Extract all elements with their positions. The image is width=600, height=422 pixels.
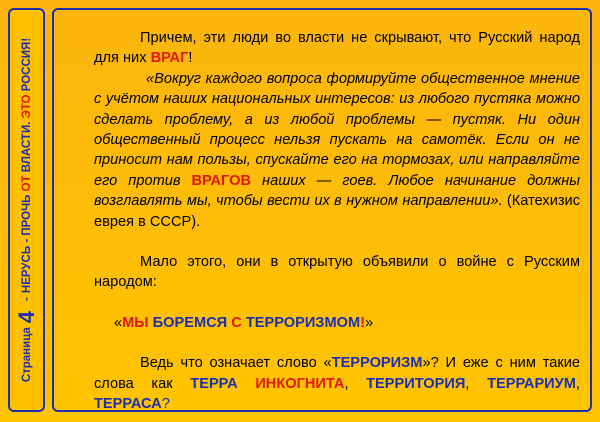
sidebar-panel — [8, 8, 45, 412]
slogan-open: « — [114, 314, 123, 331]
main-panel — [52, 8, 592, 412]
slogan-w3: С — [231, 314, 242, 331]
page-label: Страница — [20, 327, 33, 383]
paragraph-1 — [94, 28, 580, 69]
quote-part2: наших — гоев. Любое начинание должны возглавлять мы, чтобы вести их в нужном направлении». — [94, 172, 581, 210]
comma-3: , — [575, 375, 580, 392]
slogan-part1: НЕРУСЬ - ПРОЧЬ — [20, 194, 33, 294]
sidebar-vertical-text — [12, 12, 42, 408]
slogan-red2: ЭТО — [20, 94, 33, 119]
slogan-red1: ОТ — [20, 175, 33, 192]
paragraph-2: Мало этого, они в открытую объявили о войне с Русским народом: — [94, 254, 580, 291]
dash: - — [20, 297, 33, 301]
highlight-enemies: ВРАГОВ — [191, 172, 252, 189]
page-number: 4 — [13, 310, 39, 324]
word-terrarium: ТЕРРАРИУМ — [487, 375, 576, 392]
word-terra: ТЕРРА — [190, 375, 238, 392]
word-territory: ТЕРРИТОРИЯ — [366, 375, 466, 392]
paragraph-1-end: ! — [188, 50, 193, 67]
quote-source: (Катехизис еврея в СССР). — [94, 193, 580, 230]
word-terrace: ТЕРРАСА — [94, 396, 162, 413]
slogan-part3: РОССИЯ! — [20, 37, 33, 92]
slogan-close: » — [365, 314, 374, 331]
word-incognita: ИНКОГНИТА — [255, 375, 345, 392]
slogan-part2: ВЛАСТИ. — [20, 121, 33, 173]
p3-text2: »? И еже с ним такие слова как — [94, 355, 580, 392]
highlight-enemy: ВРАГ — [150, 50, 189, 67]
slogan-w4: ТЕРРОРИЗМОМ — [245, 314, 361, 331]
term-terrorism: ТЕРРОРИЗМ — [331, 355, 423, 372]
body-text — [94, 28, 580, 415]
slogan-w2: БОРЕМСЯ — [152, 314, 228, 331]
comma-2: , — [465, 375, 470, 392]
comma-1: , — [344, 375, 349, 392]
slogan-w1: МЫ — [122, 314, 149, 331]
paragraph-1-text: Причем, эти люди во власти не скрывают, что Русский народ для них — [94, 30, 580, 67]
quote-part1: «Вокруг каждого вопроса формируйте общественное мнение с учётом наших национальных интересов: из любого пустяка можно сделать проблему, а из любой проблемы — пустяк. Ни один общественный процесс нельзя пускать на самотёк. Если он не приносит нам пользы, спускайте его на тормозах, или направляйте его против — [94, 70, 580, 189]
slogan-bang: ! — [360, 314, 365, 331]
p3-text1: Ведь что означает слово « — [140, 355, 332, 372]
slogan-line — [94, 313, 580, 333]
question-mark: ? — [161, 396, 170, 413]
paragraph-3 — [94, 353, 580, 414]
quote-paragraph — [94, 69, 580, 232]
